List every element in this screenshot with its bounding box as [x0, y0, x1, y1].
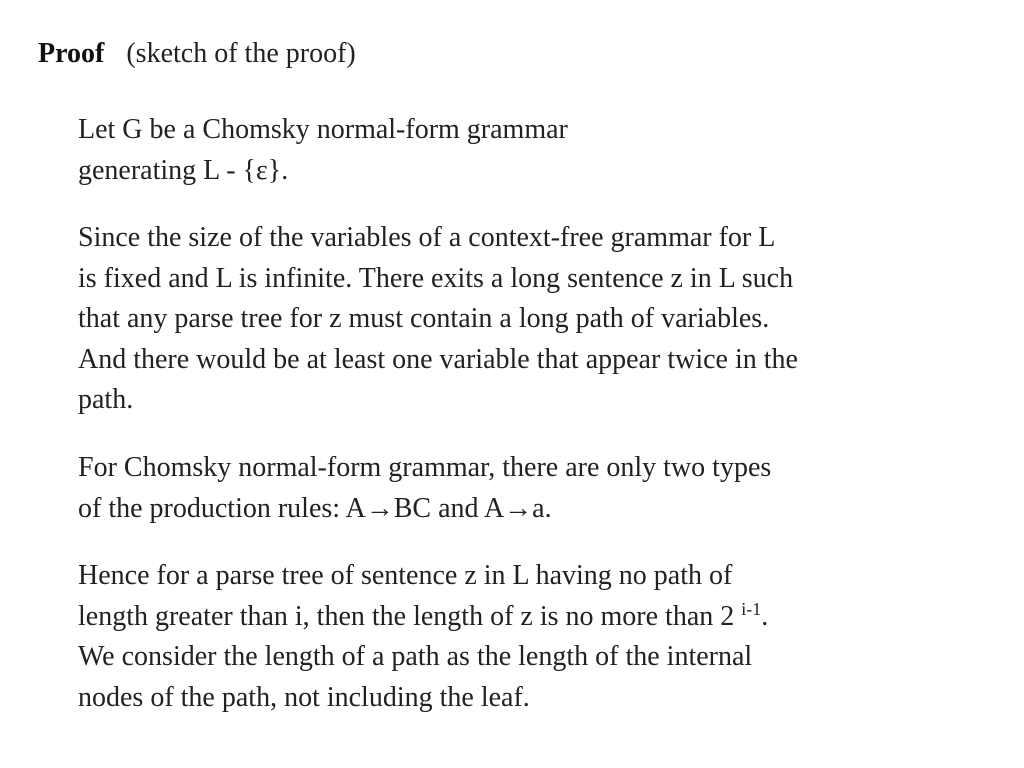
- text-line-with-exponent: [78, 597, 978, 638]
- text-line: Let G be a Chomsky normal-form grammar: [78, 114, 568, 145]
- paragraph-production-rules: [78, 448, 978, 529]
- text-fragment: .: [761, 600, 769, 632]
- exponent: i-1: [741, 598, 762, 619]
- proof-title: Proof: [38, 38, 105, 69]
- paragraph-grammar-definition: [78, 110, 978, 191]
- paragraph-long-path-argument: [78, 218, 978, 421]
- text-line: path.: [78, 384, 134, 415]
- text-line: And there would be at least one variable that appear twice in the: [78, 343, 798, 375]
- text-line: Hence for a parse tree of sentence z in L having no path of: [78, 560, 733, 591]
- text-fragment: length greater than i, then the length of z is no more than 2: [78, 600, 742, 632]
- paragraph-path-length-bound: [78, 556, 978, 718]
- text-line: nodes of the path, not including the leaf.: [78, 681, 530, 713]
- text-line: generating L - {ε}.: [78, 154, 289, 186]
- text-line: that any parse tree for z must contain a long path of variables.: [78, 303, 770, 334]
- text-line: of the production rules: A→BC and A→a.: [78, 492, 552, 524]
- text-line: is fixed and L is infinite. There exits a long sentence z in L such: [78, 262, 794, 294]
- proof-heading: [38, 36, 356, 72]
- proof-subtitle: (sketch of the proof): [126, 38, 356, 69]
- text-line: Since the size of the variables of a context-free grammar for L: [78, 222, 776, 253]
- text-line: We consider the length of a path as the length of the internal: [78, 641, 753, 672]
- text-line: For Chomsky normal-form grammar, there are only two types: [78, 452, 772, 483]
